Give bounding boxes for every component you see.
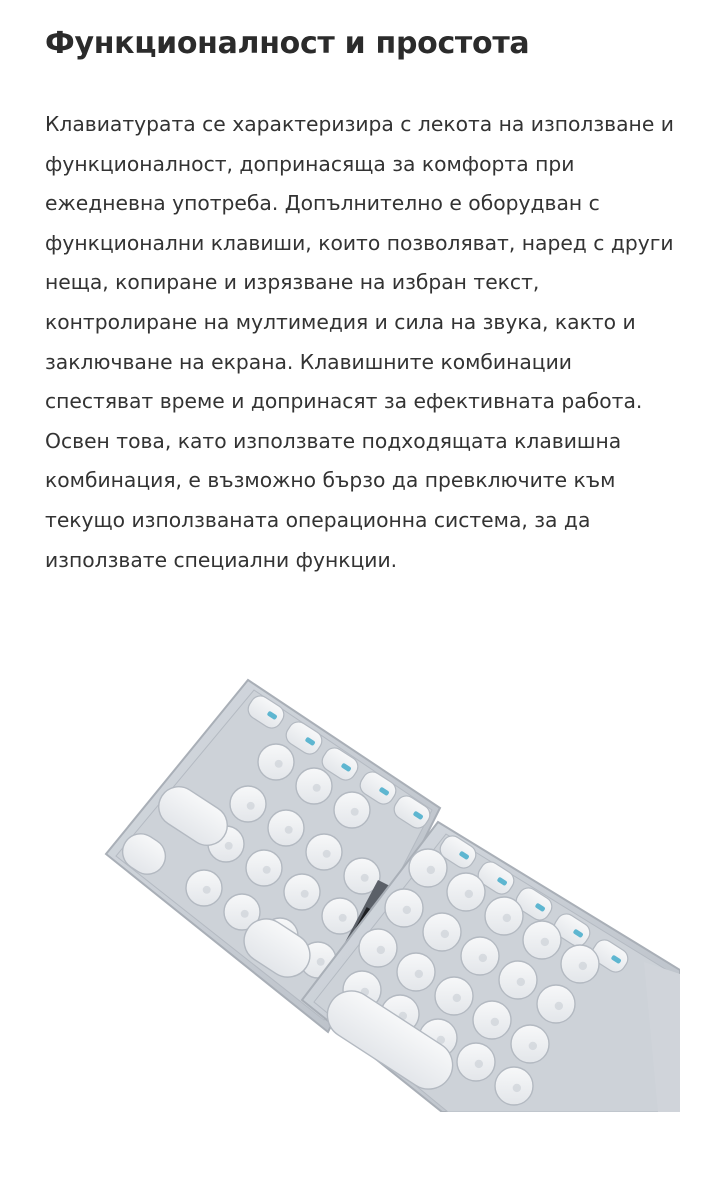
key-legend-mark	[275, 760, 283, 768]
key-legend-mark	[225, 842, 233, 850]
key-legend-mark	[453, 994, 461, 1002]
paragraph-line: Освен това, като използвате подходящата клавишна	[45, 428, 622, 453]
key-legend-mark	[377, 946, 385, 954]
product-image	[98, 640, 680, 1112]
key-legend-mark	[427, 866, 435, 874]
key-legend-mark	[323, 850, 331, 858]
paragraph-line: текущо използваната операционна система, за да	[45, 507, 591, 532]
key-legend-mark	[475, 1060, 483, 1068]
key-legend-mark	[263, 866, 271, 874]
paragraph-line: функционалност, допринасяща за комфорта при	[45, 151, 575, 176]
key-legend-mark	[465, 890, 473, 898]
key-legend-mark	[203, 886, 211, 894]
paragraph-line: функционални клавиши, които позволяват, наред с други	[45, 230, 674, 255]
paragraph-line: заключване на екрана. Клавишните комбинации	[45, 349, 572, 374]
key-legend-mark	[415, 970, 423, 978]
key-legend-mark	[247, 802, 255, 810]
paragraph-line: неща, копиране и изрязване на избран текст,	[45, 270, 540, 295]
article-paragraph	[45, 105, 685, 580]
key-legend-mark	[351, 808, 359, 816]
key-legend-mark	[313, 784, 321, 792]
key-legend-mark	[517, 978, 525, 986]
key-legend-mark	[241, 910, 249, 918]
key-legend-mark	[403, 906, 411, 914]
key-legend-mark	[529, 1042, 537, 1050]
paragraph-line: използвате специални функции.	[45, 547, 398, 572]
key-legend-mark	[339, 914, 347, 922]
key-legend-mark	[479, 954, 487, 962]
key-legend-mark	[491, 1018, 499, 1026]
keyboard-illustration	[98, 640, 680, 1112]
key-legend-mark	[317, 958, 325, 966]
key-legend-mark	[555, 1002, 563, 1010]
paragraph-line: контролиране на мултимедия и сила на звука, както и	[45, 309, 636, 334]
key-legend-mark	[503, 914, 511, 922]
key-legend-mark	[441, 930, 449, 938]
paragraph-line: комбинация, е възможно бързо да превключите към	[45, 468, 616, 493]
key-legend-mark	[301, 890, 309, 898]
key-legend-mark	[579, 962, 587, 970]
paragraph-line: ежедневна употреба. Допълнително е оборудван с	[45, 191, 600, 216]
key-legend-mark	[285, 826, 293, 834]
paragraph-line: Клавиатурата се характеризира с лекота на използване и	[45, 112, 674, 136]
key-legend-mark	[513, 1084, 521, 1092]
key-legend-mark	[361, 874, 369, 882]
section-heading: Функционалност и простота	[45, 26, 530, 61]
key-legend-mark	[541, 938, 549, 946]
paragraph-line: спестяват време и допринасят за ефективната работа.	[45, 389, 643, 414]
